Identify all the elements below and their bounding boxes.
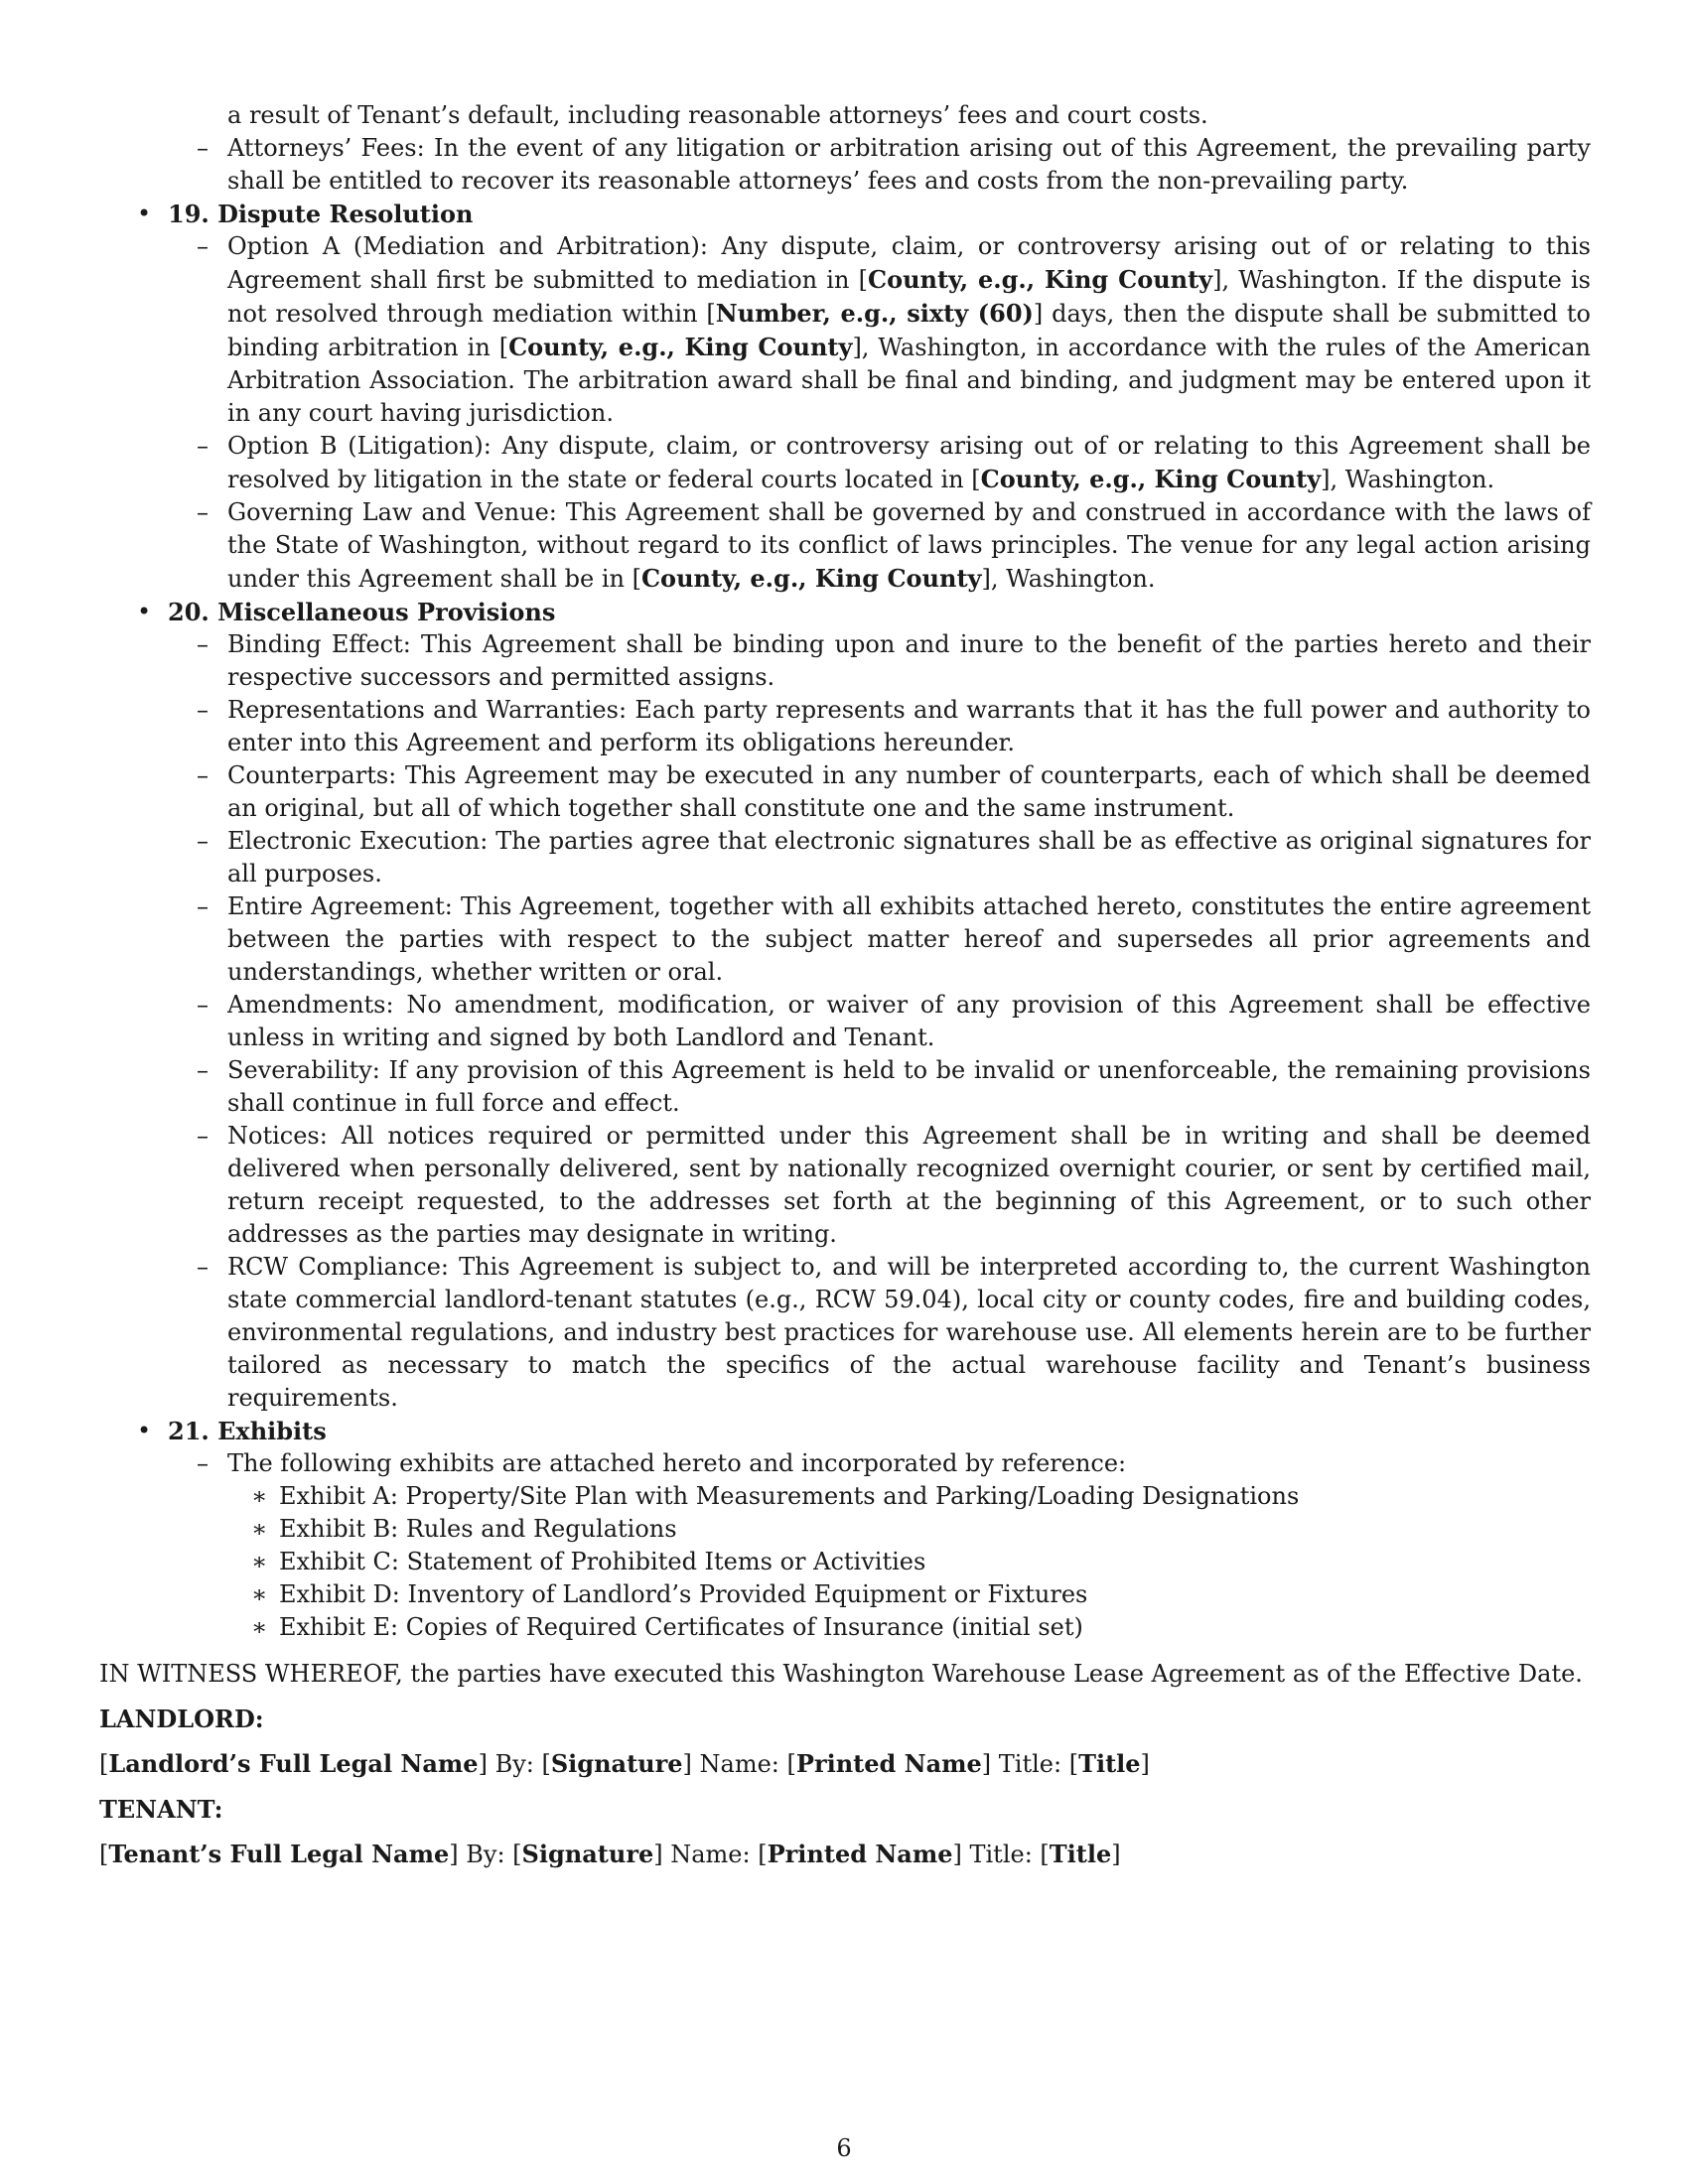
page-number: 6 [836, 2134, 852, 2162]
exhibit-c: ∗ Exhibit C: Statement of Prohibited Items or Activities [227, 1546, 1591, 1578]
exhibit-a: ∗ Exhibit A: Property/Site Plan with Measurements and Parking/Loading Designations [227, 1480, 1591, 1513]
section-title: 21. Exhibits [168, 1417, 327, 1445]
section-title: 19. Dispute Resolution [168, 200, 474, 228]
continuation-text: a result of Tenant’s default, including reasonable attorneys’ fees and court costs. [227, 101, 1208, 129]
witness-clause: IN WITNESS WHEREOF, the parties have executed this Washington Warehouse Lease Agreement as of the Effective Date. [99, 1660, 1583, 1688]
asterisk-marker: ∗ [251, 1580, 268, 1608]
notices-item: – Notices: All notices required or permitted under this Agreement shall be in writing and shall be deemed delivered when personally delivered, sent by nationally recognized overnight courier, or sent by certified mail, return receipt requested, to the addresses set forth at the beginning of this Agreement, or to such other addresses as the parties may designate in writing. [197, 1122, 1591, 1248]
exhibit-b: ∗ Exhibit B: Rules and Regulations [227, 1513, 1591, 1546]
dash-marker: – [197, 498, 209, 526]
placeholder-county: County, e.g., King County [980, 465, 1322, 493]
governing-law-item: – Governing Law and Venue: This Agreement shall be governed by and construed in accordance with the laws of the State of Washington, without regard to its conflict of laws principles. The venue for any legal action arising under this Agreement shall be in [County, e.g., King County], Washington. [197, 498, 1591, 593]
section-title: 20. Miscellaneous Provisions [168, 598, 556, 626]
attorneys-fees-item: – Attorneys’ Fees: In the event of any litigation or arbitration arising out of this Agreement, the prevailing party shall be entitled to recover its reasonable attorneys’ fees and costs from the non-prevailing party. [197, 134, 1591, 195]
bullet-icon: • [137, 1417, 152, 1444]
dash-marker: – [197, 1056, 209, 1084]
representations-item: – Representations and Warranties: Each party represents and warrants that it has the full power and authority to enter into this Agreement and perform its obligations hereunder. [197, 696, 1591, 756]
asterisk-marker: ∗ [251, 1482, 268, 1510]
dash-marker: – [197, 761, 209, 789]
dash-marker: – [197, 134, 209, 162]
orphan-items [168, 132, 1591, 198]
amendments-item: – Amendments: No amendment, modification, or waiver of any provision of this Agreement shall be effective unless in writing and signed by both Landlord and Tenant. [197, 991, 1591, 1051]
asterisk-marker: ∗ [251, 1613, 268, 1641]
dash-marker: – [197, 1253, 209, 1281]
tenant-signature-line: [Tenant’s Full Legal Name] By: [Signature] Name: [Printed Name] Title: [Title] [99, 1840, 1121, 1868]
landlord-name: Landlord’s Full Legal Name [108, 1749, 479, 1778]
dash-marker: – [197, 630, 209, 658]
placeholder-county: County, e.g., King County [640, 564, 982, 593]
section-20-items [168, 628, 1591, 1415]
section-19-items [168, 230, 1591, 596]
dash-marker: – [197, 991, 209, 1019]
dash-marker: – [197, 232, 209, 260]
dash-marker: – [197, 1449, 209, 1477]
exhibit-list [227, 1480, 1591, 1644]
rcw-compliance-item: – RCW Compliance: This Agreement is subject to, and will be interpreted according to, the current Washington state commercial landlord-tenant statutes (e.g., RCW 59.04), local city or county codes, fire and building codes, environmental regulations, and industry best practices for warehouse use. All elements herein are to be further tailored as necessary to match the specifics of the actual warehouse facility and Tenant’s business requirements. [197, 1253, 1591, 1412]
section-orphan [99, 132, 1591, 198]
section-21 [99, 1415, 1591, 1644]
counterparts-item: – Counterparts: This Agreement may be executed in any number of counterparts, each of which shall be deemed an original, but all of which together shall constitute one and the same instrument. [197, 761, 1591, 822]
bullet-icon: • [137, 598, 152, 625]
document-page [99, 99, 1591, 1871]
dash-marker: – [197, 892, 209, 920]
asterisk-marker: ∗ [251, 1515, 268, 1543]
electronic-execution-item: – Electronic Execution: The parties agree that electronic signatures shall be as effective as original signatures for all purposes. [197, 827, 1591, 887]
tenant-name: Tenant’s Full Legal Name [108, 1840, 450, 1868]
dash-marker: – [197, 1122, 209, 1150]
landlord-signature: Signature [550, 1749, 683, 1778]
option-b-item: – Option B (Litigation): Any dispute, claim, or controversy arising out of or relating to this Agreement shall be resolved by litigation in the state or federal courts located in [County, e.g., King County], Washington. [197, 432, 1591, 493]
landlord-signature-line: [Landlord’s Full Legal Name] By: [Signature] Name: [Printed Name] Title: [Title] [99, 1749, 1150, 1778]
section-19 [99, 198, 1591, 596]
dash-marker: – [197, 827, 209, 855]
section-21-items [168, 1447, 1591, 1644]
binding-effect-item: – Binding Effect: This Agreement shall be binding upon and inure to the benefit of the parties hereto and their respective successors and permitted assigns. [197, 630, 1591, 691]
severability-item: – Severability: If any provision of this Agreement is held to be invalid or unenforceable, the remaining provisions shall continue in full force and effect. [197, 1056, 1591, 1117]
placeholder-county: County, e.g., King County [508, 333, 853, 361]
landlord-printed-name: Printed Name [795, 1749, 982, 1778]
dash-marker: – [197, 432, 209, 460]
section-list [99, 132, 1591, 1644]
exhibit-d: ∗ Exhibit D: Inventory of Landlord’s Provided Equipment or Fixtures [227, 1578, 1591, 1611]
placeholder-county: County, e.g., King County [867, 265, 1213, 294]
entire-agreement-item: – Entire Agreement: This Agreement, together with all exhibits attached hereto, constitutes the entire agreement between the parties with respect to the subject matter hereof and supersedes all prior agreements and understandings, whether written or oral. [197, 892, 1591, 986]
tenant-label: TENANT: [99, 1795, 223, 1824]
tenant-signature: Signature [521, 1840, 654, 1868]
exhibit-e: ∗ Exhibit E: Copies of Required Certificates of Insurance (initial set) [227, 1611, 1591, 1644]
bullet-icon: • [137, 200, 152, 227]
dash-marker: – [197, 696, 209, 724]
asterisk-marker: ∗ [251, 1548, 268, 1575]
exhibits-intro-item: – The following exhibits are attached hereto and incorporated by reference: ∗ Exhibit A: Property/Site Plan with Measurements and Parking/Loading Designations ∗ Exhibit B: Rules and Regulations ∗ Exhibit C: Statement of Prohibited Items or Activities ∗ Exhibit D: Inventory of Landlord’s Provided Equipment or Fixtures ∗ Exhibit E: Copies of Required Certificates of Insurance (initial set) [168, 1447, 1591, 1644]
landlord-title: Title [1078, 1749, 1141, 1778]
option-a-item: – Option A (Mediation and Arbitration): Any dispute, claim, or controversy arising out of or relating to this Agreement shall first be submitted to mediation in [County, e.g., King County], Washington. If the dispute is not resolved through mediation within [Number, e.g., sixty (60)] days, then the dispute shall be submitted to binding arbitration in [County, e.g., King County], Washington, in accordance with the rules of the American Arbitration Association. The arbitration award shall be final and binding, and judgment may be entered upon it in any court having jurisdiction. [197, 232, 1592, 427]
landlord-label: LANDLORD: [99, 1705, 264, 1733]
section-20 [99, 596, 1591, 1415]
tenant-title: Title [1049, 1840, 1112, 1868]
tenant-printed-name: Printed Name [767, 1840, 953, 1868]
placeholder-days: Number, e.g., sixty (60) [715, 299, 1034, 328]
